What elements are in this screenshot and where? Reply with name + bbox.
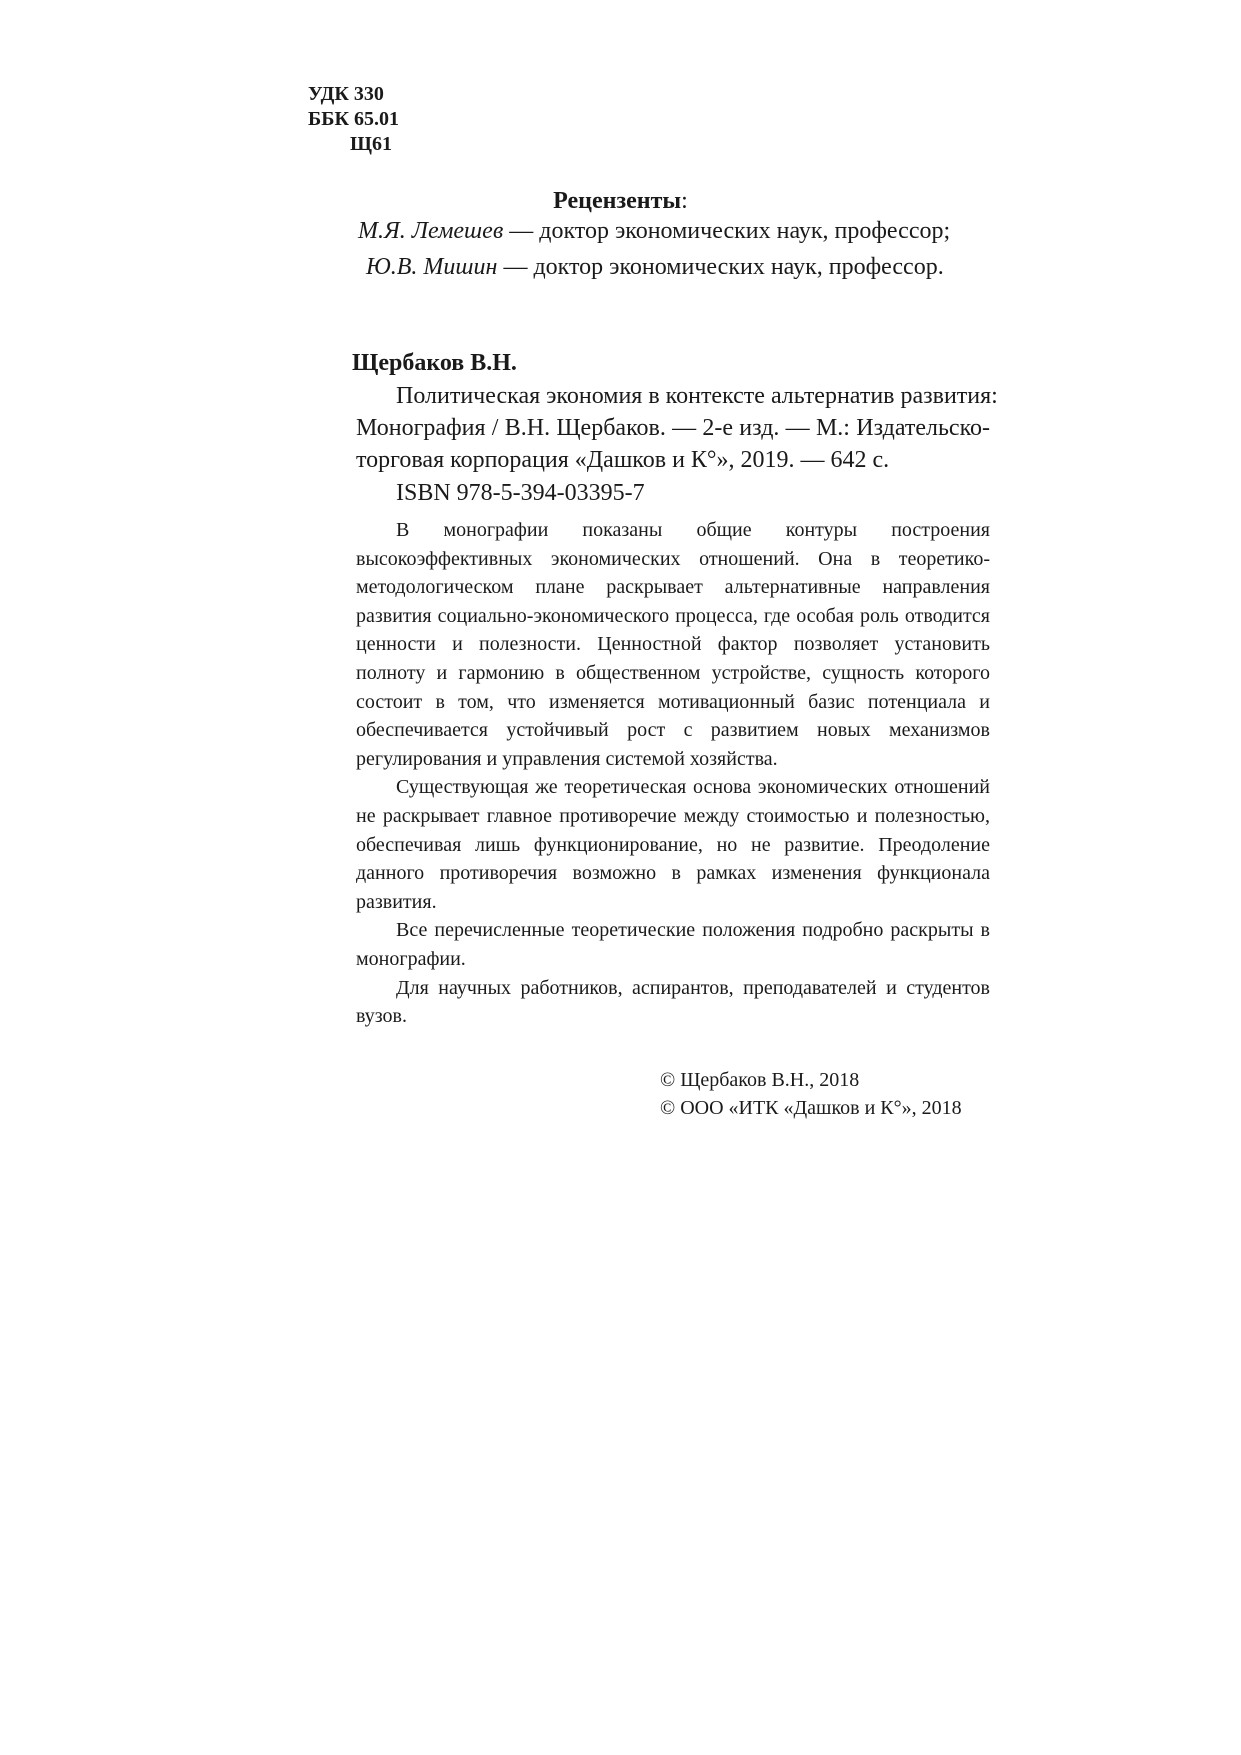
reviewer-1 [358,214,950,248]
abstract-paragraph-1: В монографии показаны общие контуры построения высокоэффективных экономических отношений. Она в теоретико-методологическом плане раскрывает альтернативные направления развития социально-экономического процесса, где особая роль отводится ценности и полезности. Ценностной фактор позволяет установить полноту и гармонию в общественном устройстве, сущность которого состоит в том, что изменяется мотивационный базис потенциала и обеспечивается устойчивый рост с развитием новых механизмов регулирования и управления системой хозяйства. [356,519,990,770]
citation-line-2: Монография / В.Н. Щербаков. — 2-е изд. — М.: Издательско- [356,415,990,441]
udk-code: УДК 330 [308,83,384,105]
citation-line-1: Политическая экономия в контексте альтернатив развития: [396,383,998,409]
abstract-paragraph-2: Существующая же теоретическая основа экономических отношений не раскрывает главное противоречие между стоимостью и полезностью, обеспечивая лишь функционирование, но не развитие. Преодоление данного противоречия возможно в рамках изменения функционала развития. [356,776,990,913]
author-mark: Щ61 [350,133,392,155]
bibliographic-citation [356,380,998,476]
reviewer-2 [366,250,944,284]
abstract [356,516,990,1031]
abstract-paragraph-3: Все перечисленные теоретические положения подробно раскрыты в монографии. [356,919,990,970]
author-name: Щербаков В.Н. [352,350,517,376]
copyright-publisher: © ООО «ИТК «Дашков и К°», 2018 [660,1097,962,1119]
isbn: ISBN 978-5-394-03395-7 [396,480,645,506]
reviewer-1-description: — доктор экономических наук, профессор; [503,218,951,244]
reviewer-1-name: М.Я. Лемешев [358,218,504,244]
copyright-author: © Щербаков В.Н., 2018 [660,1069,860,1091]
reviewer-2-description: — доктор экономических наук, профессор. [497,254,944,280]
copyright-notices [660,1066,962,1122]
classification-codes [308,82,399,157]
reviewers-heading [0,184,1241,218]
abstract-paragraph-4: Для научных работников, аспирантов, преподавателей и студентов вузов. [356,976,990,1028]
reviewer-2-name: Ю.В. Мишин [366,254,498,280]
citation-line-3: торговая корпорация «Дашков и К°», 2019. — 642 с. [356,447,890,473]
bbk-code: ББК 65.01 [308,108,399,130]
reviewers-heading-colon: : [681,188,688,214]
reviewers-heading-label: Рецензенты [553,188,682,214]
